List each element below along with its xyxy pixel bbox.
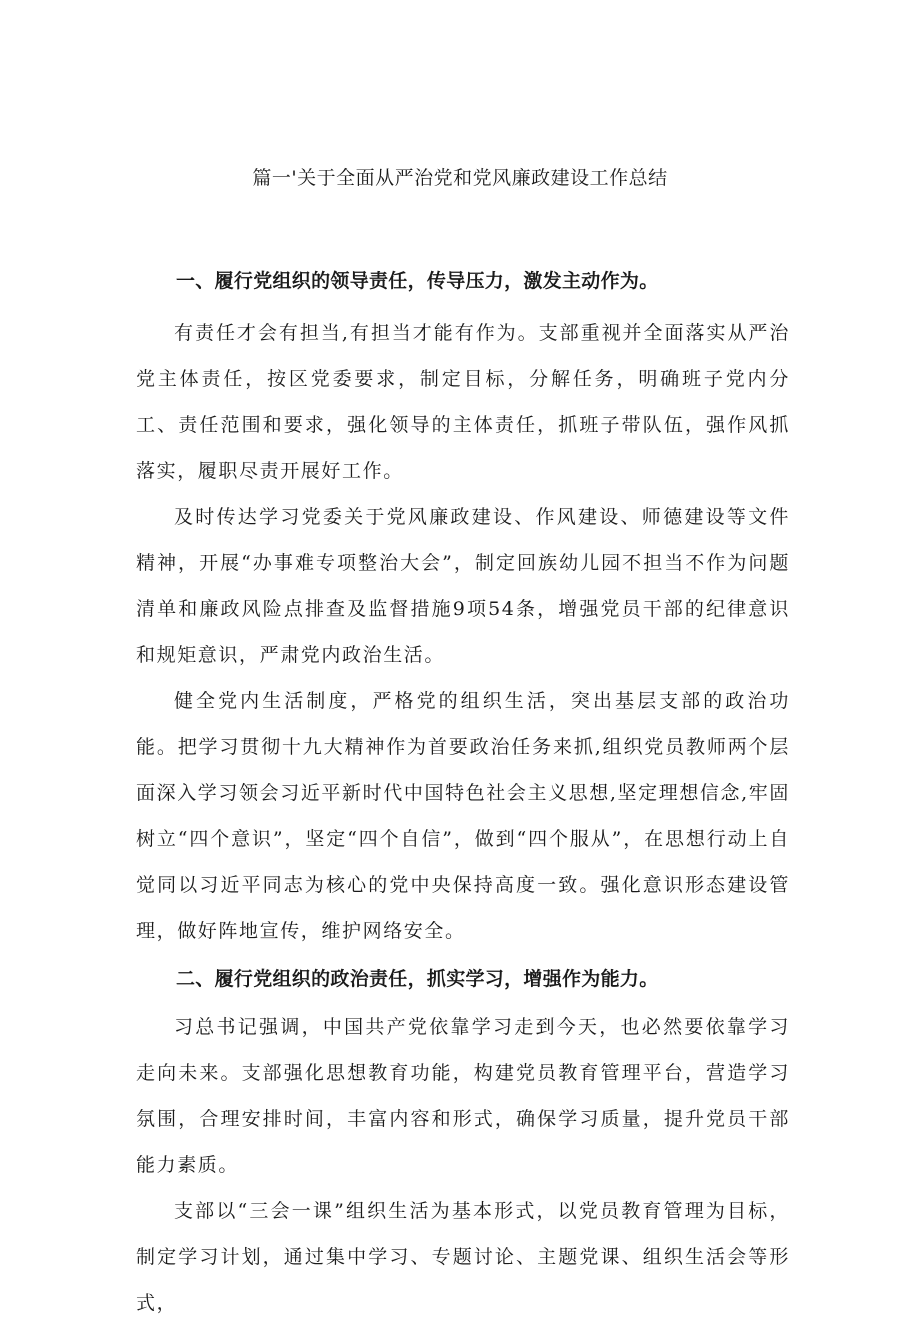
section-heading-1: 一、履行党组织的领导责任，传导压力，激发主动作为。 bbox=[176, 270, 659, 292]
document-body bbox=[136, 256, 790, 1326]
paragraph: 有责任才会有担当,有担当才能有作为。支部重视并全面落实从严治党主体责任，按区党委要求，制定目标，分解任务，明确班子党内分工、责任范围和要求，强化领导的主体责任，抓班子带队伍，强作风抓落实，履职尽责开展好工作。 bbox=[136, 322, 790, 482]
paragraph: 健全党内生活制度，严格党的组织生活，突出基层支部的政治功能。把学习贯彻十九大精神作为首要政治任务来抓,组织党员教师两个层面深入学习领会习近平新时代中国特色社会主义思想,坚定理想信念,牢固树立“四个意识”，坚定“四个自信”，做到“四个服从”，在思想行动上自觉同以习近平同志为核心的党中央保持高度一致。强化意识形态建设管理，做好阵地宣传，维护网络安全。 bbox=[136, 690, 790, 942]
paragraph: 习总书记强调，中国共产党依靠学习走到今天，也必然要依靠学习走向未来。支部强化思想教育功能，构建党员教育管理平台，营造学习氛围，合理安排时间，丰富内容和形式，确保学习质量，提升党员干部能力素质。 bbox=[136, 1016, 790, 1176]
section-heading-2: 二、履行党组织的政治责任，抓实学习，增强作为能力。 bbox=[176, 968, 659, 990]
document-title: 篇一'关于全面从严治党和党风廉政建设工作总结 bbox=[252, 167, 668, 189]
paragraph: 支部以“三会一课”组织生活为基本形式，以党员教育管理为目标，制定学习计划，通过集中学习、专题讨论、主题党课、组织生活会等形式， bbox=[136, 1200, 790, 1314]
paragraph: 及时传达学习党委关于党风廉政建设、作风建设、师德建设等文件精神，开展“办事难专项整治大会”，制定回族幼儿园不担当不作为问题清单和廉政风险点排查及监督措施9项54条，增强党员干部的纪律意识和规矩意识，严肃党内政治生活。 bbox=[136, 506, 790, 666]
